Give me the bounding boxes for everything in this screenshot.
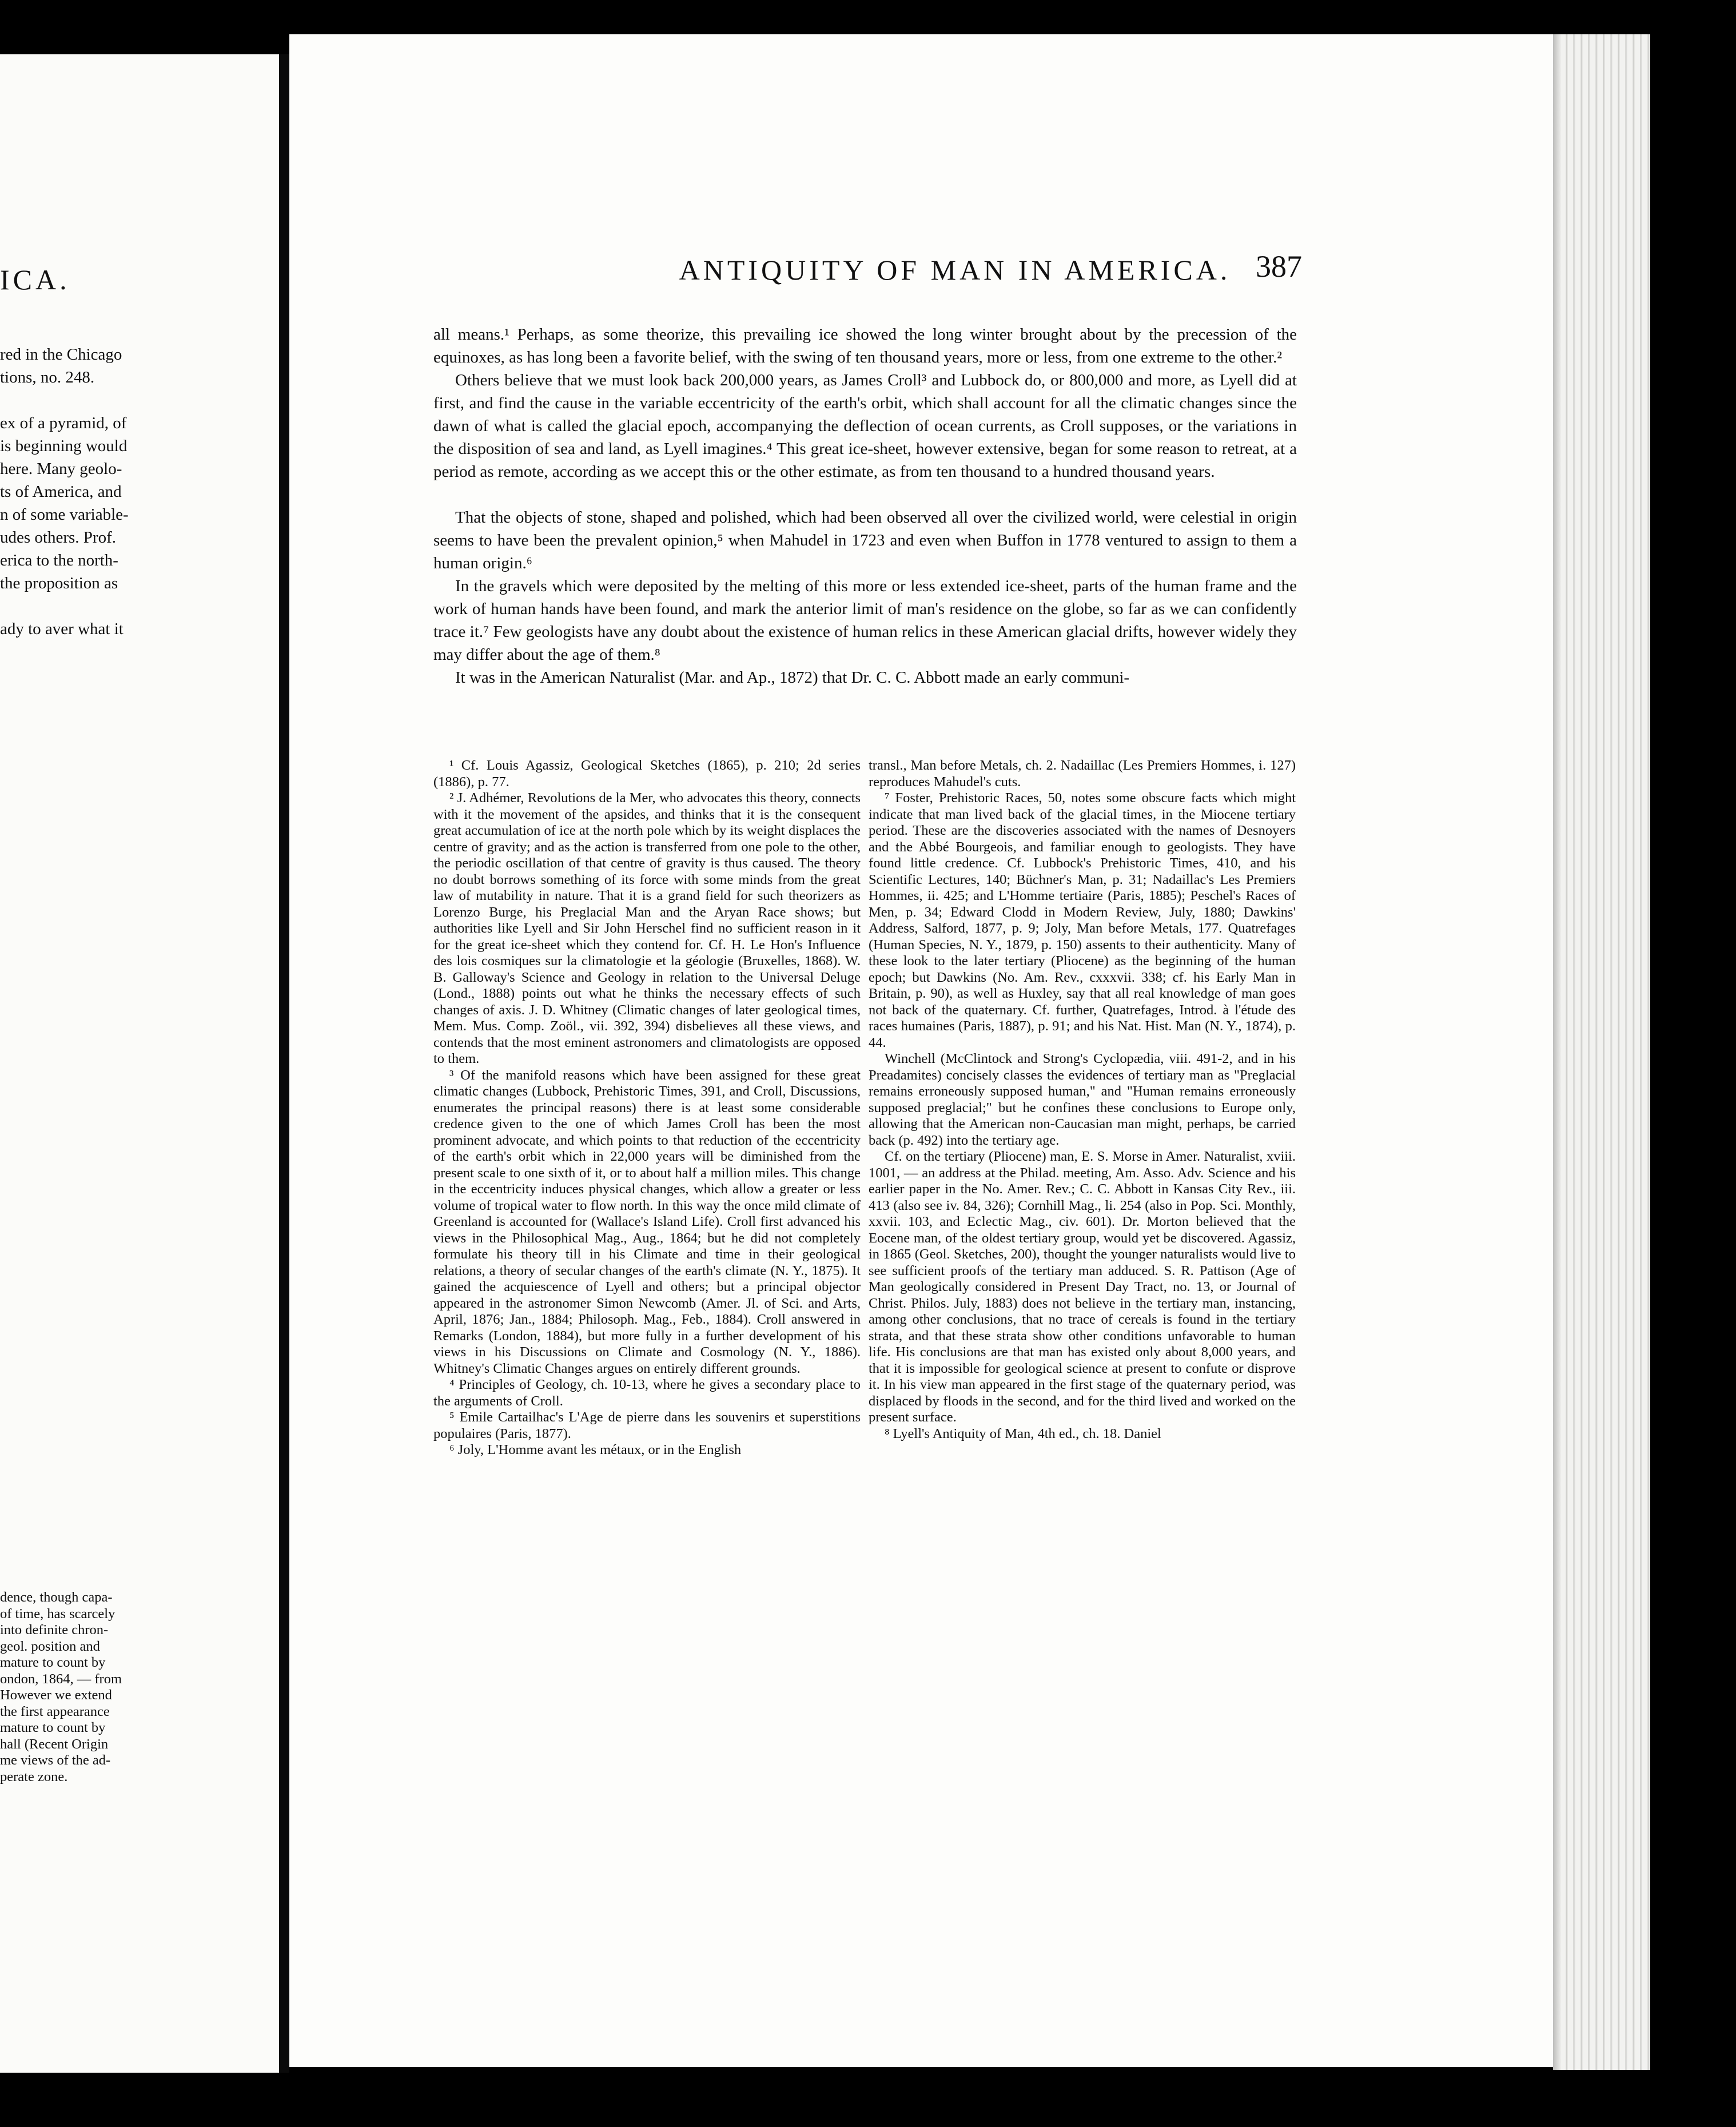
left-line: n of some variable-	[0, 505, 129, 524]
left-line: ady to aver what it	[0, 620, 124, 638]
body-paragraph: It was in the American Naturalist (Mar. and Ap., 1872) that Dr. C. C. Abbott made an early communi-	[455, 668, 1130, 687]
left-page-footnotes	[0, 1590, 149, 1785]
left-line: red in the Chicago	[0, 345, 122, 364]
left-line: udes others. Prof.	[0, 528, 116, 547]
left-fn-line: However we extend	[0, 1687, 112, 1703]
left-line: is beginning would	[0, 437, 128, 455]
left-fn-line: geol. position and	[0, 1638, 100, 1654]
footnote: ¹ Cf. Louis Agassiz, Geological Sketches (1865), p. 210; 2d series (1886), p. 77.	[433, 758, 861, 790]
left-page-text	[0, 343, 152, 640]
left-page-header: ICA.	[0, 264, 70, 296]
footnote: transl., Man before Metals, ch. 2. Nadaillac (Les Premiers Hommes, i. 127) reproduces Mahudel's cuts.	[869, 758, 1296, 790]
body-text	[433, 323, 1297, 689]
footnote: ⁷ Foster, Prehistoric Races, 50, notes some obscure facts which might indicate that man lived back of the glacial times, in the Miocene tertiary period. These are the discoveries associated with the names of Desnoyers and the Abbé Bourgeois, and familiar enough to geologists. They have found little credence. Cf. Lubbock's Prehistoric Times, 410, and his Scientific Lectures, 140; Büchner's Man, p. 31; Nadaillac's Les Premiers Hommes, ii. 425; and L'Homme tertiaire (Paris, 1885); Peschel's Races of Men, p. 34; Edward Clodd in Modern Review, July, 1880; Dawkins' Address, Salford, 1877, p. 9; Joly, Man before Metals, 177. Quatrefages (Human Species, N. Y., 1879, p. 150) assents to their authenticity. Many of these look to the later tertiary (Pliocene) as the beginning of the human epoch; but Dawkins (No. Am. Rev., cxxxvii. 338; cf. his Early Man in Britain, p. 90), as well as Huxley, say that all real knowledge of man goes not back of the quaternary. Cf. further, Quatrefages, Introd. à l'étude des races humaines (Paris, 1887), p. 91; and his Nat. Hist. Man (N. Y., 1874), p. 44.	[869, 790, 1296, 1050]
left-fn-line: ondon, 1864, — from	[0, 1671, 122, 1687]
footnotes-right-column	[869, 758, 1296, 1442]
footnote: ⁴ Principles of Geology, ch. 10-13, where he gives a secondary place to the arguments of Croll.	[433, 1377, 861, 1409]
left-fn-line: the first appearance	[0, 1703, 110, 1719]
footnote: ³ Of the manifold reasons which have been assigned for these great climatic changes (Lubbock, Prehistoric Times, 391, and Croll, Discussions, enumerates the principal reasons) there is at least some considerable credence given to the one of which James Croll has been the most prominent advocate, and which points to that reduction of the eccentricity of the earth's orbit which in 22,000 years will be diminished from the present scale to one sixth of it, or to about half a million miles. This change in the eccentricity induces physical changes, which allow a greater or less volume of tropical water to flow north. In this way the once mild climate of Greenland is accounted for (Wallace's Island Life). Croll first advanced his views in the Philosophical Mag., Aug., 1864; but he did not completely formulate his theory till in his Climate and time in their geological relations, a theory of secular changes of the earth's climate (N. Y., 1875). It gained the acquiescence of Lyell and others; but a principal objector appeared in the astronomer Simon Newcomb (Amer. Jl. of Sci. and Arts, April, 1876; Jan., 1884; Philosoph. Mag., Feb., 1884). Croll answered in Remarks (London, 1884), but more fully in a further development of his views in his Discussions on Climate and Cosmology (N. Y., 1886). Whitney's Climatic Changes argues on entirely different grounds.	[433, 1067, 861, 1376]
footnote: ⁵ Emile Cartailhac's L'Age de pierre dans les souvenirs et superstitions populaires (Paris, 1877).	[433, 1409, 861, 1441]
left-line: ex of a pyramid, of	[0, 414, 127, 432]
left-fn-line: mature to count by	[0, 1720, 106, 1735]
left-line	[0, 389, 152, 412]
footnote: ⁸ Lyell's Antiquity of Man, 4th ed., ch. 18. Daniel	[885, 1425, 1161, 1441]
left-line: the proposition as	[0, 574, 118, 592]
page-edge-shadow	[1553, 34, 1561, 2070]
page-header	[289, 243, 1553, 289]
left-fn-line: mature to count by	[0, 1655, 106, 1670]
footnote: ² J. Adhémer, Revolutions de la Mer, who advocates this theory, connects with it the movement of the apsides, and thinks that it is the consequent great accumulation of ice at the north pole which by its weight displaces the centre of gravity; and as the action is transferred from one pole to the other, the periodic oscillation of that centre of gravity is thus caused. The theory no doubt borrows something of its force with some minds from the great law of mutability in nature. That it is a grand field for such theorizers as Lorenzo Burge, his Preglacial Man and the Aryan Race shows; but authorities like Lyell and Sir John Herschel find no sufficient reason in it for the great ice-sheet which they contend for. Cf. H. Le Hon's Influence des lois cosmiques sur la climatologie et la géologie (Bruxelles, 1868). W. B. Galloway's Science and Geology in relation to the Universal Deluge (Lond., 1888) points out what he thinks the necessary effects of such changes of axis. J. D. Whitney (Climatic changes of later geological times, Mem. Mus. Comp. Zoöl., vii. 392, 394) disbelieves all these views, and contends that the most eminent astronomers and climatologists are opposed to them.	[433, 790, 861, 1066]
left-page	[0, 54, 279, 2073]
left-line: here. Many geolo-	[0, 460, 122, 478]
left-line	[0, 595, 152, 618]
running-title: ANTIQUITY OF MAN IN AMERICA.	[679, 254, 1231, 286]
footnotes-left-column	[433, 758, 861, 1459]
left-line: erica to the north-	[0, 551, 118, 569]
body-paragraph: In the gravels which were deposited by the melting of this more or less extended ice-sheet, parts of the human frame and the work of human hands have been found, and mark the anterior limit of man's residence on the globe, so far as we can confidently trace it.⁷ Few geologists have any doubt about the existence of human relics in these American glacial drifts, however widely they may differ about the age of them.⁸	[433, 577, 1297, 664]
left-line: tions, no. 248.	[0, 368, 95, 387]
body-paragraph: all means.¹ Perhaps, as some theorize, this prevailing ice showed the long winter brought about by the precession of the equinoxes, as has long been a favorite belief, with the swing of ten thousand years, more or less, from one extreme to the other.²	[433, 325, 1297, 367]
scan-border	[0, 2073, 1736, 2127]
left-fn-line: dence, though capa-	[0, 1590, 113, 1605]
footnote: Cf. on the tertiary (Pliocene) man, E. S. Morse in Amer. Naturalist, xviii. 1001, — an address at the Philad. meeting, Am. Asso. Adv. Science and his earlier paper in the No. Amer. Rev.; C. C. Abbott in Kansas City Rev., iii. 413 (also see iv. 84, 326); Cornhill Mag., li. 254 (also in Pop. Sci. Monthly, xxvii. 103, and Eclectic Mag., civ. 601). Dr. Morton believed that the Eocene man, of the oldest tertiary group, would yet be discovered. Agassiz, in 1865 (Geol. Sketches, 200), thought the younger naturalists would live to see sufficient proofs of the tertiary man adduced. S. R. Pattison (Age of Man geologically considered in Present Day Tract, no. 13, or Journal of Christ. Philos. July, 1883) does not believe in the tertiary man, instancing, among other conclusions, that no trace of cereals is found in the tertiary strata, and that these strata show other conditions unfavorable to human life. His conclusions are that man has existed only about 8,000 years, and that it is impossible for geological science at present to confute or disprove it. In his view man appeared in the first stage of the quaternary period, was displaced by floods in the second, and for the third lived and worked on the present surface.	[869, 1149, 1296, 1425]
book-gutter	[279, 54, 289, 2073]
footnote: ⁶ Joly, L'Homme avant les métaux, or in the English	[449, 1442, 742, 1457]
left-fn-line: me views of the ad-	[0, 1752, 111, 1768]
footnote: Winchell (McClintock and Strong's Cyclopædia, viii. 491-2, and in his Preadamites) concisely classes the evidences of tertiary man as "Preglacial remains erroneously supposed human," and "Human remains erroneously supposed preglacial;" but he confines these conclusions to Europe only, allowing that the American non-Caucasian man might, perhaps, be carried back (p. 492) into the tertiary age.	[869, 1051, 1296, 1148]
body-paragraph: Others believe that we must look back 200,000 years, as James Croll³ and Lubbock do, or 800,000 and more, as Lyell did at first, and find the cause in the variable eccentricity of the earth's orbit, which shall account for all the climatic changes since the dawn of what is called the glacial epoch, accompanying the deflection of ocean currents, as Croll supposes, or the variations in the disposition of sea and land, as Lyell imagines.⁴ This great ice-sheet, however extensive, began for some reason to retreat, at a period as remote, according as we accept this or the other estimate, as from ten thousand to a hundred thousand years.	[433, 371, 1297, 481]
left-fn-line: hall (Recent Origin	[0, 1736, 109, 1752]
left-fn-line: of time, has scarcely	[0, 1606, 116, 1622]
left-fn-line: into definite chron-	[0, 1622, 109, 1638]
right-page	[289, 34, 1553, 2067]
page-edges	[1553, 34, 1650, 2070]
left-fn-line: perate zone.	[0, 1768, 68, 1785]
body-paragraph: That the objects of stone, shaped and polished, which had been observed all over the civilized world, were celestial in origin seems to have been the prevalent opinion,⁵ when Mahudel in 1723 and even when Buffon in 1778 ventured to assign to them a human origin.⁶	[433, 508, 1297, 572]
page-number: 387	[1256, 249, 1302, 284]
left-line: ts of America, and	[0, 483, 122, 501]
